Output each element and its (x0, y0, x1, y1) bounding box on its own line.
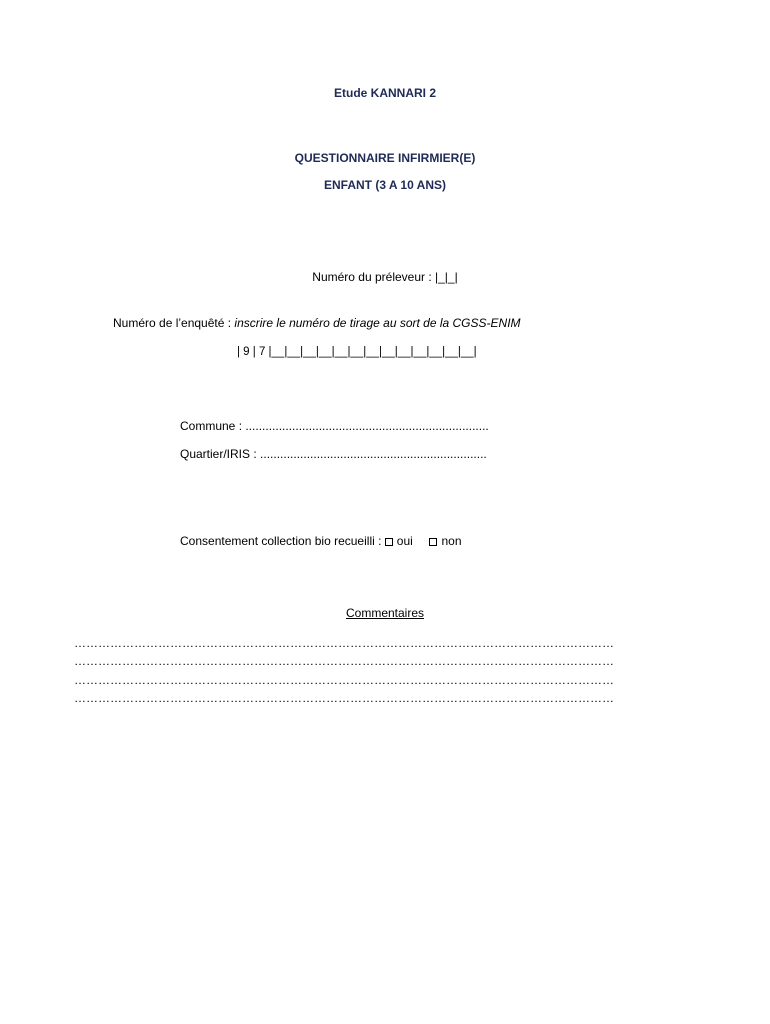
preleveur-number-field: Numéro du préleveur : |_|_| (312, 270, 458, 284)
consent-non-label: non (441, 534, 462, 548)
form-subtitle: ENFANT (3 A 10 ANS) (323, 178, 446, 192)
comment-line[interactable]: ……………………………………………………………………………………………………………………… (74, 636, 614, 650)
consent-label: Consentement collection bio recueilli : (180, 534, 385, 548)
form-title: QUESTIONNAIRE INFIRMIER(E) (294, 151, 476, 165)
consent-non-checkbox[interactable] (429, 538, 437, 546)
enquete-number-label: Numéro de l’enquêté : (113, 316, 235, 330)
study-title: Etude KANNARI 2 (333, 86, 436, 100)
commune-field: Commune : ......................................................................... (180, 419, 489, 433)
comment-line[interactable]: ……………………………………………………………………………………………………………………… (74, 673, 614, 687)
enquete-instruction: inscrire le numéro de tirage au sort de la CGSS-ENIM (234, 316, 521, 330)
comment-line[interactable]: ……………………………………………………………………………………………………………………… (74, 654, 614, 668)
enquete-number-boxes: | 9 | 7 |__|__|__|__|__|__|__|__|__|__|__|__|__| (237, 346, 477, 358)
comment-line[interactable]: ……………………………………………………………………………………………………………………… (74, 691, 614, 705)
consent-oui-label: oui (396, 534, 413, 548)
comments-heading: Commentaires (345, 606, 425, 620)
consent-row (180, 534, 462, 548)
quartier-iris-field: Quartier/IRIS : .................................................................... (180, 447, 487, 461)
consent-oui-checkbox[interactable] (385, 538, 393, 546)
enquete-number-label-row (113, 316, 521, 330)
